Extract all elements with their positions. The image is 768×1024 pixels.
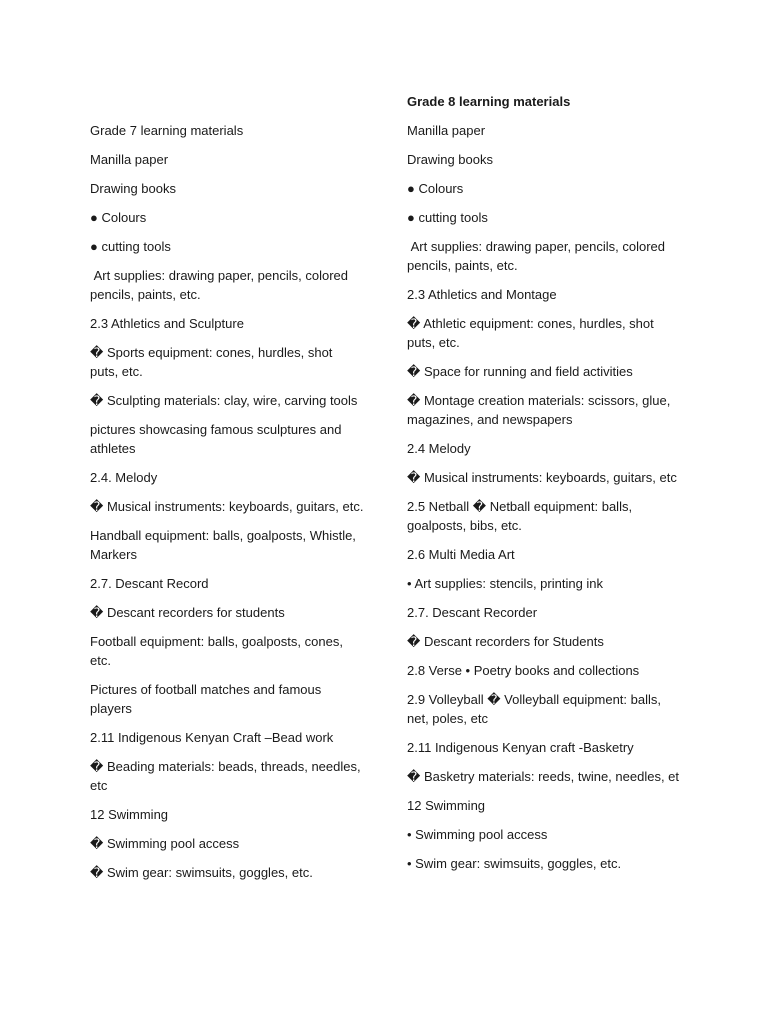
section-heading: 12 Swimming (407, 798, 486, 813)
section-heading: 2.4 Melody (407, 441, 471, 456)
list-item: 2.9 Volleyball � Volleyball equipment: balls, net, poles, etc (407, 692, 665, 726)
list-item: ● Colours (90, 210, 147, 225)
list-item: � Basketry materials: reeds, twine, needles, et (407, 769, 680, 784)
list-item: � Musical instruments: keyboards, guitars, etc (407, 470, 677, 485)
section-heading: 12 Swimming (90, 807, 169, 822)
list-item: � Sculpting materials: clay, wire, carving tools (90, 393, 358, 408)
list-item: � Montage creation materials: scissors, glue, magazines, and newspapers (407, 393, 674, 427)
section-heading: 2.3 Athletics and Sculpture (90, 316, 244, 331)
list-item: pictures showcasing famous sculptures and athletes (90, 422, 346, 456)
list-item: Drawing books (407, 152, 493, 167)
list-item: � Space for running and field activities (407, 364, 633, 379)
list-item: • Art supplies: stencils, printing ink (407, 576, 604, 591)
list-item: � Sports equipment: cones, hurdles, shot puts, etc. (90, 345, 337, 379)
list-item: � Swim gear: swimsuits, goggles, etc. (90, 865, 313, 880)
list-item: Football equipment: balls, goalposts, cones, etc. (90, 634, 347, 668)
list-item: • Swimming pool access (407, 827, 548, 842)
grade-8-column (407, 92, 681, 883)
list-item: 2.5 Netball � Netball equipment: balls, goalposts, bibs, etc. (407, 499, 636, 533)
list-item: Manilla paper (407, 123, 486, 138)
grade-7-title: Grade 7 learning materials (90, 123, 244, 138)
section-heading: 2.7. Descant Record (90, 576, 209, 591)
section-heading: 2.4. Melody (90, 470, 158, 485)
section-heading: 2.7. Descant Recorder (407, 605, 538, 620)
grade-7-column (90, 121, 364, 892)
list-item: � Musical instruments: keyboards, guitars, etc. (90, 499, 364, 514)
list-item: Handball equipment: balls, goalposts, Whistle, Markers (90, 528, 360, 562)
list-item: 2.8 Verse • Poetry books and collections (407, 663, 640, 678)
list-item: Art supplies: drawing paper, pencils, colored pencils, paints, etc. (407, 239, 669, 273)
list-item: � Descant recorders for Students (407, 634, 604, 649)
grade-8-title: Grade 8 learning materials (407, 94, 571, 109)
list-item: Manilla paper (90, 152, 169, 167)
section-heading: 2.3 Athletics and Montage (407, 287, 557, 302)
section-heading: 2.11 Indigenous Kenyan Craft –Bead work (90, 730, 334, 745)
list-item: ● Colours (407, 181, 464, 196)
list-item: � Swimming pool access (90, 836, 240, 851)
list-item: � Beading materials: beads, threads, needles, etc (90, 759, 365, 793)
list-item: Art supplies: drawing paper, pencils, colored pencils, paints, etc. (90, 268, 352, 302)
list-item: ● cutting tools (407, 210, 488, 225)
section-heading: 2.6 Multi Media Art (407, 547, 515, 562)
list-item: Pictures of football matches and famous players (90, 682, 325, 716)
list-item: • Swim gear: swimsuits, goggles, etc. (407, 856, 622, 871)
list-item: � Athletic equipment: cones, hurdles, shot puts, etc. (407, 316, 658, 350)
section-heading: 2.11 Indigenous Kenyan craft -Basketry (407, 740, 634, 755)
list-item: Drawing books (90, 181, 176, 196)
list-item: � Descant recorders for students (90, 605, 285, 620)
list-item: ● cutting tools (90, 239, 171, 254)
